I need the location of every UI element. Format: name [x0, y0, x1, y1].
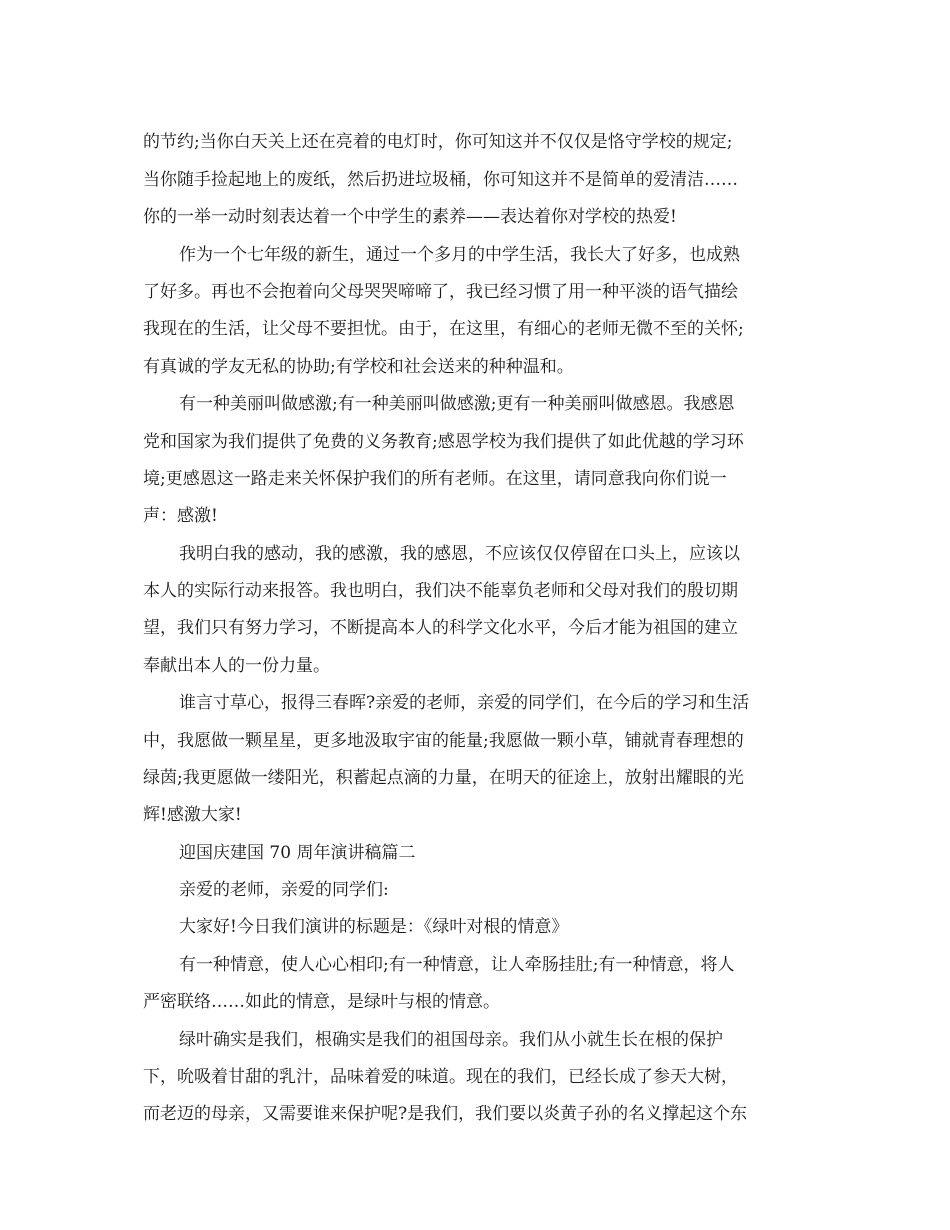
text-line: 下，吮吸着甘甜的乳汁，品味着爱的味道。现在的我们，已经长成了参天大树，	[143, 1067, 738, 1087]
text-line: 声：感激!	[143, 506, 218, 526]
text-line: 当你随手捡起地上的废纸，然后扔进垃圾桶，你可知这并不是简单的爱清洁……	[143, 170, 738, 190]
text-line: 大家好!今日我们演讲的标题是：《绿叶对根的情意》	[179, 917, 569, 937]
text-line: 谁言寸草心，报得三春晖?亲爱的老师，亲爱的同学们，在今后的学习和生活	[179, 693, 750, 713]
text-line: 望，我们只有努力学习，不断提高本人的科学文化水平，今后才能为祖国的建立	[143, 618, 738, 638]
text-line: 有一种情意，使人心心相印;有一种情意，让人牵肠挂肚;有一种情意，将人	[179, 955, 735, 975]
text-line: 境;更感恩这一路走来关怀保护我们的所有老师。在这里，请同意我向你们说一	[143, 469, 727, 489]
text-line: 严密联络……如此的情意，是绿叶与根的情意。	[143, 992, 500, 1012]
text-line: 党和国家为我们提供了免费的义务教育;感恩学校为我们提供了如此优越的学习环	[143, 432, 744, 452]
text-line: 而老迈的母亲，又需要谁来保护呢?是我们，我们要以炎黄子孙的名义撑起这个东	[143, 1104, 748, 1124]
text-line: 你的一举一动时刻表达着一个中学生的素养——表达着你对学校的热爱!	[143, 207, 677, 227]
text-line: 我现在的生活，让父母不要担忧。由于，在这里，有细心的老师无微不至的关怀;	[143, 319, 744, 339]
text-line: 奉献出本人的一份力量。	[143, 656, 330, 676]
text-line: 绿叶确实是我们，根确实是我们的祖国母亲。我们从小就生长在根的保护	[179, 1030, 723, 1050]
text-line: 我明白我的感动，我的感激，我的感恩，不应该仅仅停留在口头上，应该以	[179, 544, 740, 564]
text-line: 绿茵;我更愿做一缕阳光，积蓄起点滴的力量，在明天的征途上，放射出耀眼的光	[143, 768, 744, 788]
text-line: 有一种美丽叫做感激;有一种美丽叫做感激;更有一种美丽叫做感恩。我感恩	[179, 394, 735, 414]
section-heading: 迎国庆建国 70 周年演讲稿篇二	[179, 843, 416, 863]
text-line: 辉!感激大家!	[143, 805, 242, 825]
text-line: 中，我愿做一颗星星，更多地汲取宇宙的能量;我愿做一颗小草，铺就青春理想的	[143, 731, 744, 751]
text-line: 本人的实际行动来报答。我也明白，我们决不能辜负老师和父母对我们的殷切期	[143, 581, 738, 601]
text-line: 作为一个七年级的新生，通过一个多月的中学生活，我长大了好多，也成熟	[179, 245, 740, 265]
text-line: 有真诚的学友无私的协助;有学校和社会送来的种种温和。	[143, 357, 574, 377]
salutation: 亲爱的老师，亲爱的同学们:	[179, 880, 389, 900]
text-line: 了好多。再也不会抱着向父母哭哭啼啼了，我已经习惯了用一种平淡的语气描绘	[143, 282, 738, 302]
text-line: 的节约;当你白天关上还在亮着的电灯时，你可知这并不仅仅是恪守学校的规定;	[143, 132, 733, 152]
